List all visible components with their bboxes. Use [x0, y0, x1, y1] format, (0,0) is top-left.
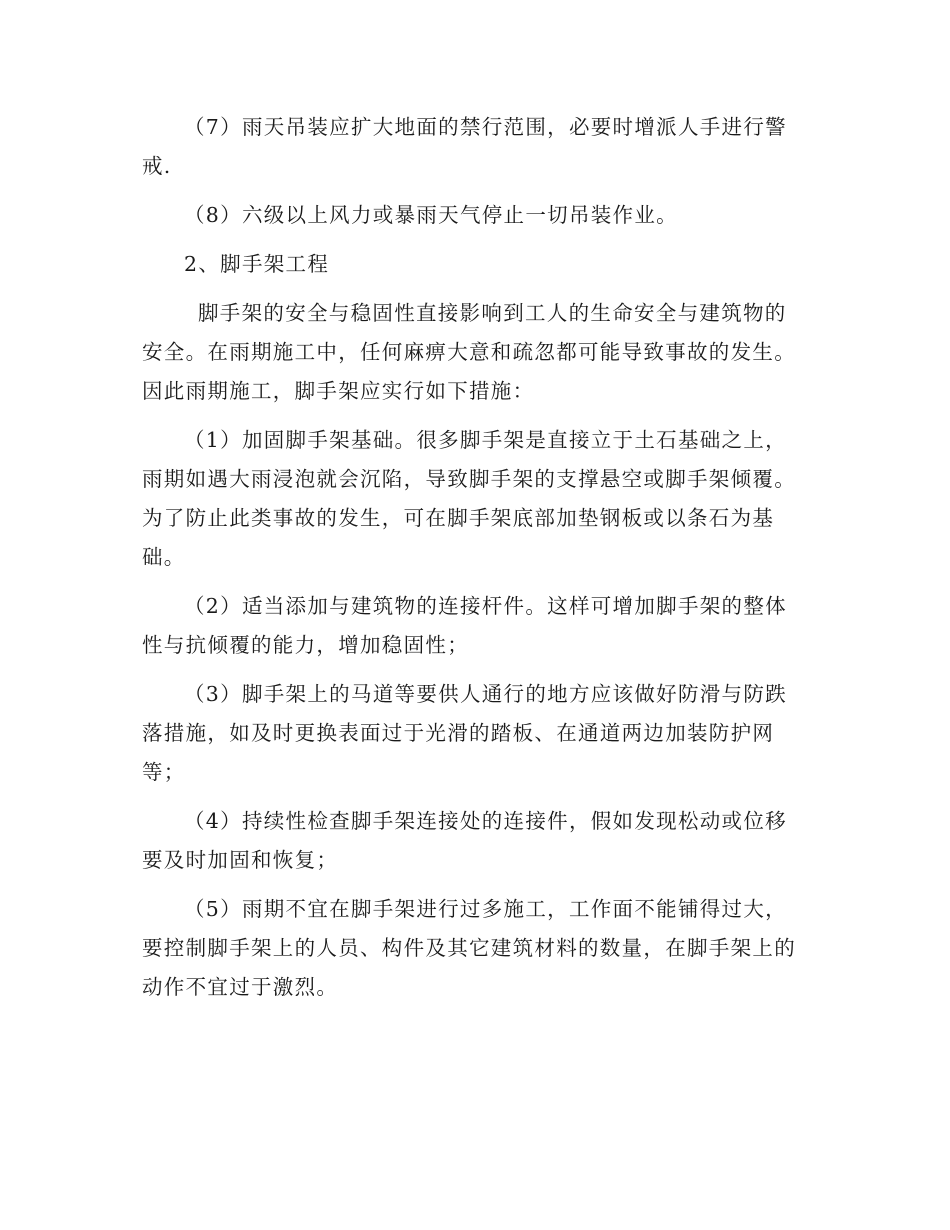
paragraph-measure-5: （5）雨期不宜在脚手架进行过多施工，工作面不能铺得过大，要控制脚手架上的人员、构件及其它建筑材料的数量，在脚手架上的动作不宜过于激烈。 [142, 897, 796, 999]
paragraph-measure-1: （1）加固脚手架基础。很多脚手架是直接立于土石基础之上，雨期如遇大雨浸泡就会沉陷，导致脚手架的支撑悬空或脚手架倾覆。为了防止此类事故的发生，可在脚手架底部加垫钢板或以条石为基础。 [142, 428, 796, 569]
paragraph-item-7: （7）雨天吊装应扩大地面的禁行范围，必要时增派人手进行警戒. [142, 115, 787, 178]
paragraph-measure-2: （2）适当添加与建筑物的连接杆件。这样可增加脚手架的整体性与抗倾覆的能力，增加稳固性； [142, 594, 787, 657]
section-heading-scaffolding: 2、脚手架工程 [184, 252, 330, 276]
paragraph-measure-4: （4）持续性检查脚手架连接处的连接件，假如发现松动或位移要及时加固和恢复； [142, 809, 787, 872]
paragraph-intro: 脚手架的安全与稳固性直接影响到工人的生命安全与建筑物的安全。在雨期施工中，任何麻痹大意和疏忽都可能导致事故的发生。因此雨期施工，脚手架应实行如下措施： [142, 301, 796, 403]
paragraph-measure-3: （3）脚手架上的马道等要供人通行的地方应该做好防滑与防跌落措施，如及时更换表面过于光滑的踏板、在通道两边加装防护网等； [142, 682, 787, 784]
document-body [142, 108, 802, 1017]
paragraph-item-8: （8）六级以上风力或暴雨天气停止一切吊装作业。 [184, 203, 678, 227]
